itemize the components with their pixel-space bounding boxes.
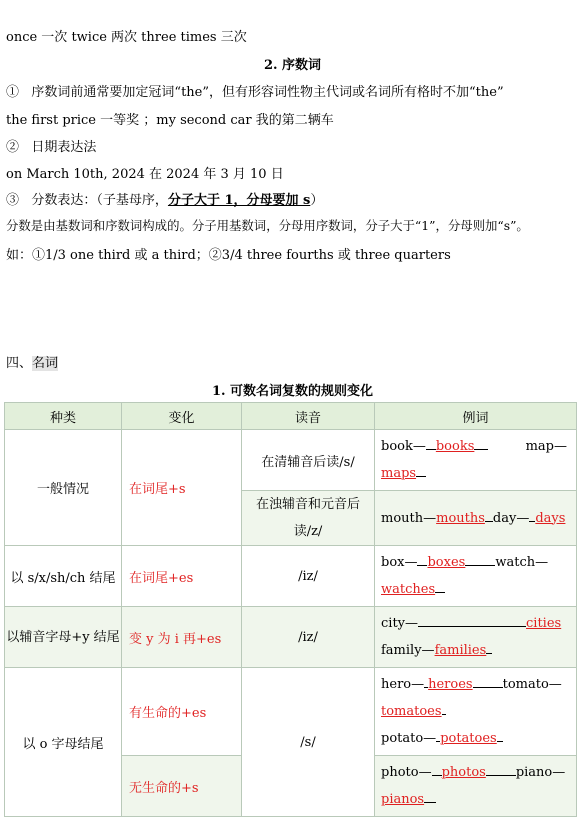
- rule-2-text: 日期表达法: [31, 140, 97, 155]
- rule-3-close: ）: [310, 193, 324, 208]
- change-consonant-y: 变 y 为 i 再+es: [122, 607, 242, 668]
- change-o-inanimate: 无生命的+s: [122, 756, 242, 817]
- section-title: 名词: [32, 356, 59, 371]
- answer-potatoes: potatoes: [440, 731, 497, 746]
- type-general: 一般情况: [5, 430, 122, 546]
- word-city: city—: [381, 616, 419, 631]
- header-pronunciation: 读音: [242, 403, 375, 430]
- ordinal-title: 2. 序数词: [263, 58, 322, 73]
- answer-families: families: [434, 643, 487, 658]
- change-o-animate: 有生命的+es: [122, 668, 242, 756]
- table-row: [5, 668, 577, 756]
- answer-cities: cities: [526, 616, 562, 631]
- word-family: family—: [381, 643, 435, 658]
- examples-general-2: [375, 491, 577, 546]
- circled-number-3: ③: [6, 193, 20, 208]
- examples-consonant-y: [375, 607, 577, 668]
- sound-voiceless: 在清辅音后读/s/: [242, 430, 375, 491]
- example-2: on March 10th, 2024 在 2024 年 3 月 10 日: [6, 167, 284, 182]
- word-hero: hero—: [381, 677, 425, 692]
- word-map: map—: [525, 439, 567, 454]
- answer-maps: maps: [381, 466, 417, 481]
- line-once: once 一次 twice 两次 three times 三次: [6, 30, 247, 45]
- answer-heroes: heroes: [428, 677, 473, 692]
- change-sibilant: 在词尾+es: [122, 546, 242, 607]
- word-piano: piano—: [515, 765, 566, 780]
- rule-3: [6, 189, 323, 208]
- sound-voiced: 在浊辅音和元音后读/z/: [242, 491, 375, 546]
- examples-o-animate: [375, 668, 577, 756]
- examples-sibilant: [375, 546, 577, 607]
- answer-mouths: mouths: [436, 510, 485, 526]
- word-tomato: tomato—: [502, 677, 562, 692]
- section-prefix: 四、: [6, 356, 33, 371]
- rule-2: [6, 136, 96, 155]
- header-examples: 例词: [375, 403, 577, 430]
- word-book: book—: [381, 439, 426, 454]
- word-mouth: mouth—: [381, 510, 437, 526]
- table-row: [5, 430, 577, 491]
- table-row: [5, 546, 577, 607]
- word-day: day—: [492, 510, 530, 526]
- word-box: box—: [381, 555, 418, 570]
- type-o-ending: 以 o 字母结尾: [5, 668, 122, 817]
- type-sibilant: 以 s/x/sh/ch 结尾: [5, 546, 122, 607]
- examples-o-inanimate: [375, 756, 577, 817]
- answer-tomatoes: tomatoes: [381, 704, 442, 719]
- fraction-description: 分数是由基数词和序数词构成的。分子用基数词，分母用序数词，分子大于“1”，分母则加“s”。: [6, 218, 529, 233]
- answer-photos: photos: [441, 765, 486, 780]
- rule-1: [6, 81, 504, 100]
- change-general: 在词尾+s: [122, 430, 242, 546]
- answer-pianos: pianos: [381, 792, 425, 807]
- answer-books: books: [435, 439, 475, 454]
- rule-3-emphasis: 分子大于 1，分母要加 s: [167, 193, 311, 208]
- header-type: 种类: [5, 403, 122, 430]
- answer-watches: watches: [381, 582, 436, 597]
- fraction-example: 如：①1/3 one third 或 a third；②3/4 three fourths 或 three quarters: [6, 248, 451, 263]
- table-row: [5, 607, 577, 668]
- table-header-row: [5, 403, 577, 430]
- answer-days: days: [535, 510, 566, 526]
- plural-rules-table: [4, 402, 577, 817]
- example-1: the first price 一等奖 ；my second car 我的第二辆车: [6, 113, 334, 128]
- word-photo: photo—: [381, 765, 432, 780]
- examples-general-1: [375, 430, 577, 491]
- type-consonant-y: 以辅音字母+y 结尾: [5, 607, 122, 668]
- table-title: 1. 可数名词复数的规则变化: [211, 384, 374, 399]
- sound-consonant-y: /iz/: [242, 607, 375, 668]
- sound-o-ending: /s/: [242, 668, 375, 817]
- section-heading: [6, 352, 58, 371]
- circled-number-1: ①: [6, 85, 20, 100]
- circled-number-2: ②: [6, 140, 20, 155]
- rule-1-text: 序数词前通常要加定冠词“the”，但有形容词性物主代词或名词所有格时不加“the”: [31, 85, 504, 100]
- word-potato: potato—: [381, 731, 437, 746]
- word-watch: watch—: [495, 555, 549, 570]
- sound-sibilant: /iz/: [242, 546, 375, 607]
- answer-boxes: boxes: [427, 555, 466, 570]
- rule-3-text: 分数表达：（子基母序，: [31, 193, 168, 208]
- header-change: 变化: [122, 403, 242, 430]
